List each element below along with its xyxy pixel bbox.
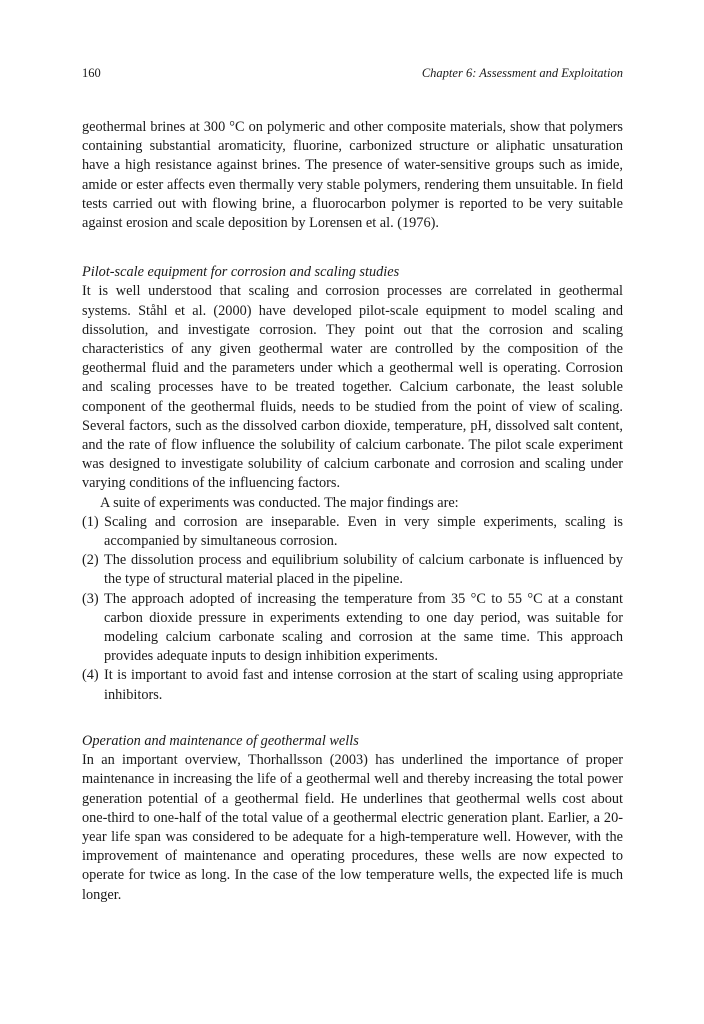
page-header <box>82 66 623 84</box>
page-number: 160 <box>82 66 101 80</box>
list-item-number: (2) <box>82 552 99 569</box>
findings-list <box>82 513 623 705</box>
paragraph-findings-intro: A suite of experiments was conducted. The major findings are: <box>100 494 459 511</box>
section-pilot-scale <box>82 263 623 705</box>
list-item-text: The approach adopted of increasing the temperature from 35 °C to 55 °C at a constant carbon dioxide pressure in experiments extending to one day period, was suitable for modeling calcium carbonate scaling and corrosion at the same time. This approach provides adequate inputs to design inhibition experiments. <box>104 590 623 665</box>
list-item <box>82 590 623 667</box>
page-body <box>82 118 623 905</box>
list-item-number: (4) <box>82 667 99 684</box>
list-item-text: It is important to avoid fast and intense corrosion at the start of scaling using appropriate inhibitors. <box>104 667 623 703</box>
list-item-text: The dissolution process and equilibrium solubility of calcium carbonate is influenced by the type of structural material placed in the pipeline. <box>104 552 623 588</box>
list-item-number: (3) <box>82 590 99 607</box>
list-item <box>82 551 623 589</box>
section-heading-operation-maintenance: Operation and maintenance of geothermal wells <box>82 732 359 749</box>
list-item <box>82 513 623 551</box>
paragraph-operation-maintenance: In an important overview, Thorhallsson (2003) has underlined the importance of proper maintenance in increasing the life of a geothermal well and thereby increasing the total power generation potential of a geothermal field. He underlines that geothermal wells cost about one-third to one-half of the total value of a geothermal electric generation plant. Earlier, a 20-year life span was considered to be adequate for a high-temperature well. However, with the improvement of maintenance and operating procedures, these wells are now expected to operate for twice as long. In the case of the low temperature wells, the expected life is much longer. <box>82 752 623 903</box>
list-item-number: (1) <box>82 513 99 530</box>
section-operation-maintenance <box>82 732 623 905</box>
running-head: Chapter 6: Assessment and Exploitation <box>421 66 623 80</box>
paragraph-pilot-scale: It is well understood that scaling and corrosion processes are correlated in geothermal systems. Ståhl et al. (2000) have developed pilot-scale equipment to model scaling and dissolution, and investigate corrosion. They point out that the corrosion and scaling characteristics of any given geothermal water are controlled by the composition of the geothermal fluid and the parameters under which a geothermal well is operating. Corrosion and scaling processes have to be treated together. Calcium carbonate, the least soluble component of the geothermal fluids, needs to be studied from the point of view of scaling. Several factors, such as the dissolved carbon dioxide, temperature, pH, dissolved salt content, and the rate of flow influence the solubility of calcium carbonate. The pilot scale experiment was designed to investigate solubility of calcium carbonate and corrosion and scaling under varying conditions of the influencing factors. <box>82 283 623 492</box>
list-item <box>82 666 623 704</box>
paragraph-brines: geothermal brines at 300 °C on polymeric and other composite materials, show that polymers containing substantial aromaticity, fluorine, carbonized structure or aliphatic unsaturation have a high resistance against brines. The presence of water-sensitive groups such as imide, amide or ester affects even thermally very stable polymers, rendering them unsuitable. In field tests carried out with flowing brine, a fluorocarbon polymer is reported to be very suitable against erosion and scale deposition by Lorensen et al. (1976). <box>82 119 623 232</box>
list-item-text: Scaling and corrosion are inseparable. Even in very simple experiments, scaling is accompanied by simultaneous corrosion. <box>104 513 623 550</box>
section-heading-pilot-scale: Pilot-scale equipment for corrosion and scaling studies <box>82 264 400 281</box>
